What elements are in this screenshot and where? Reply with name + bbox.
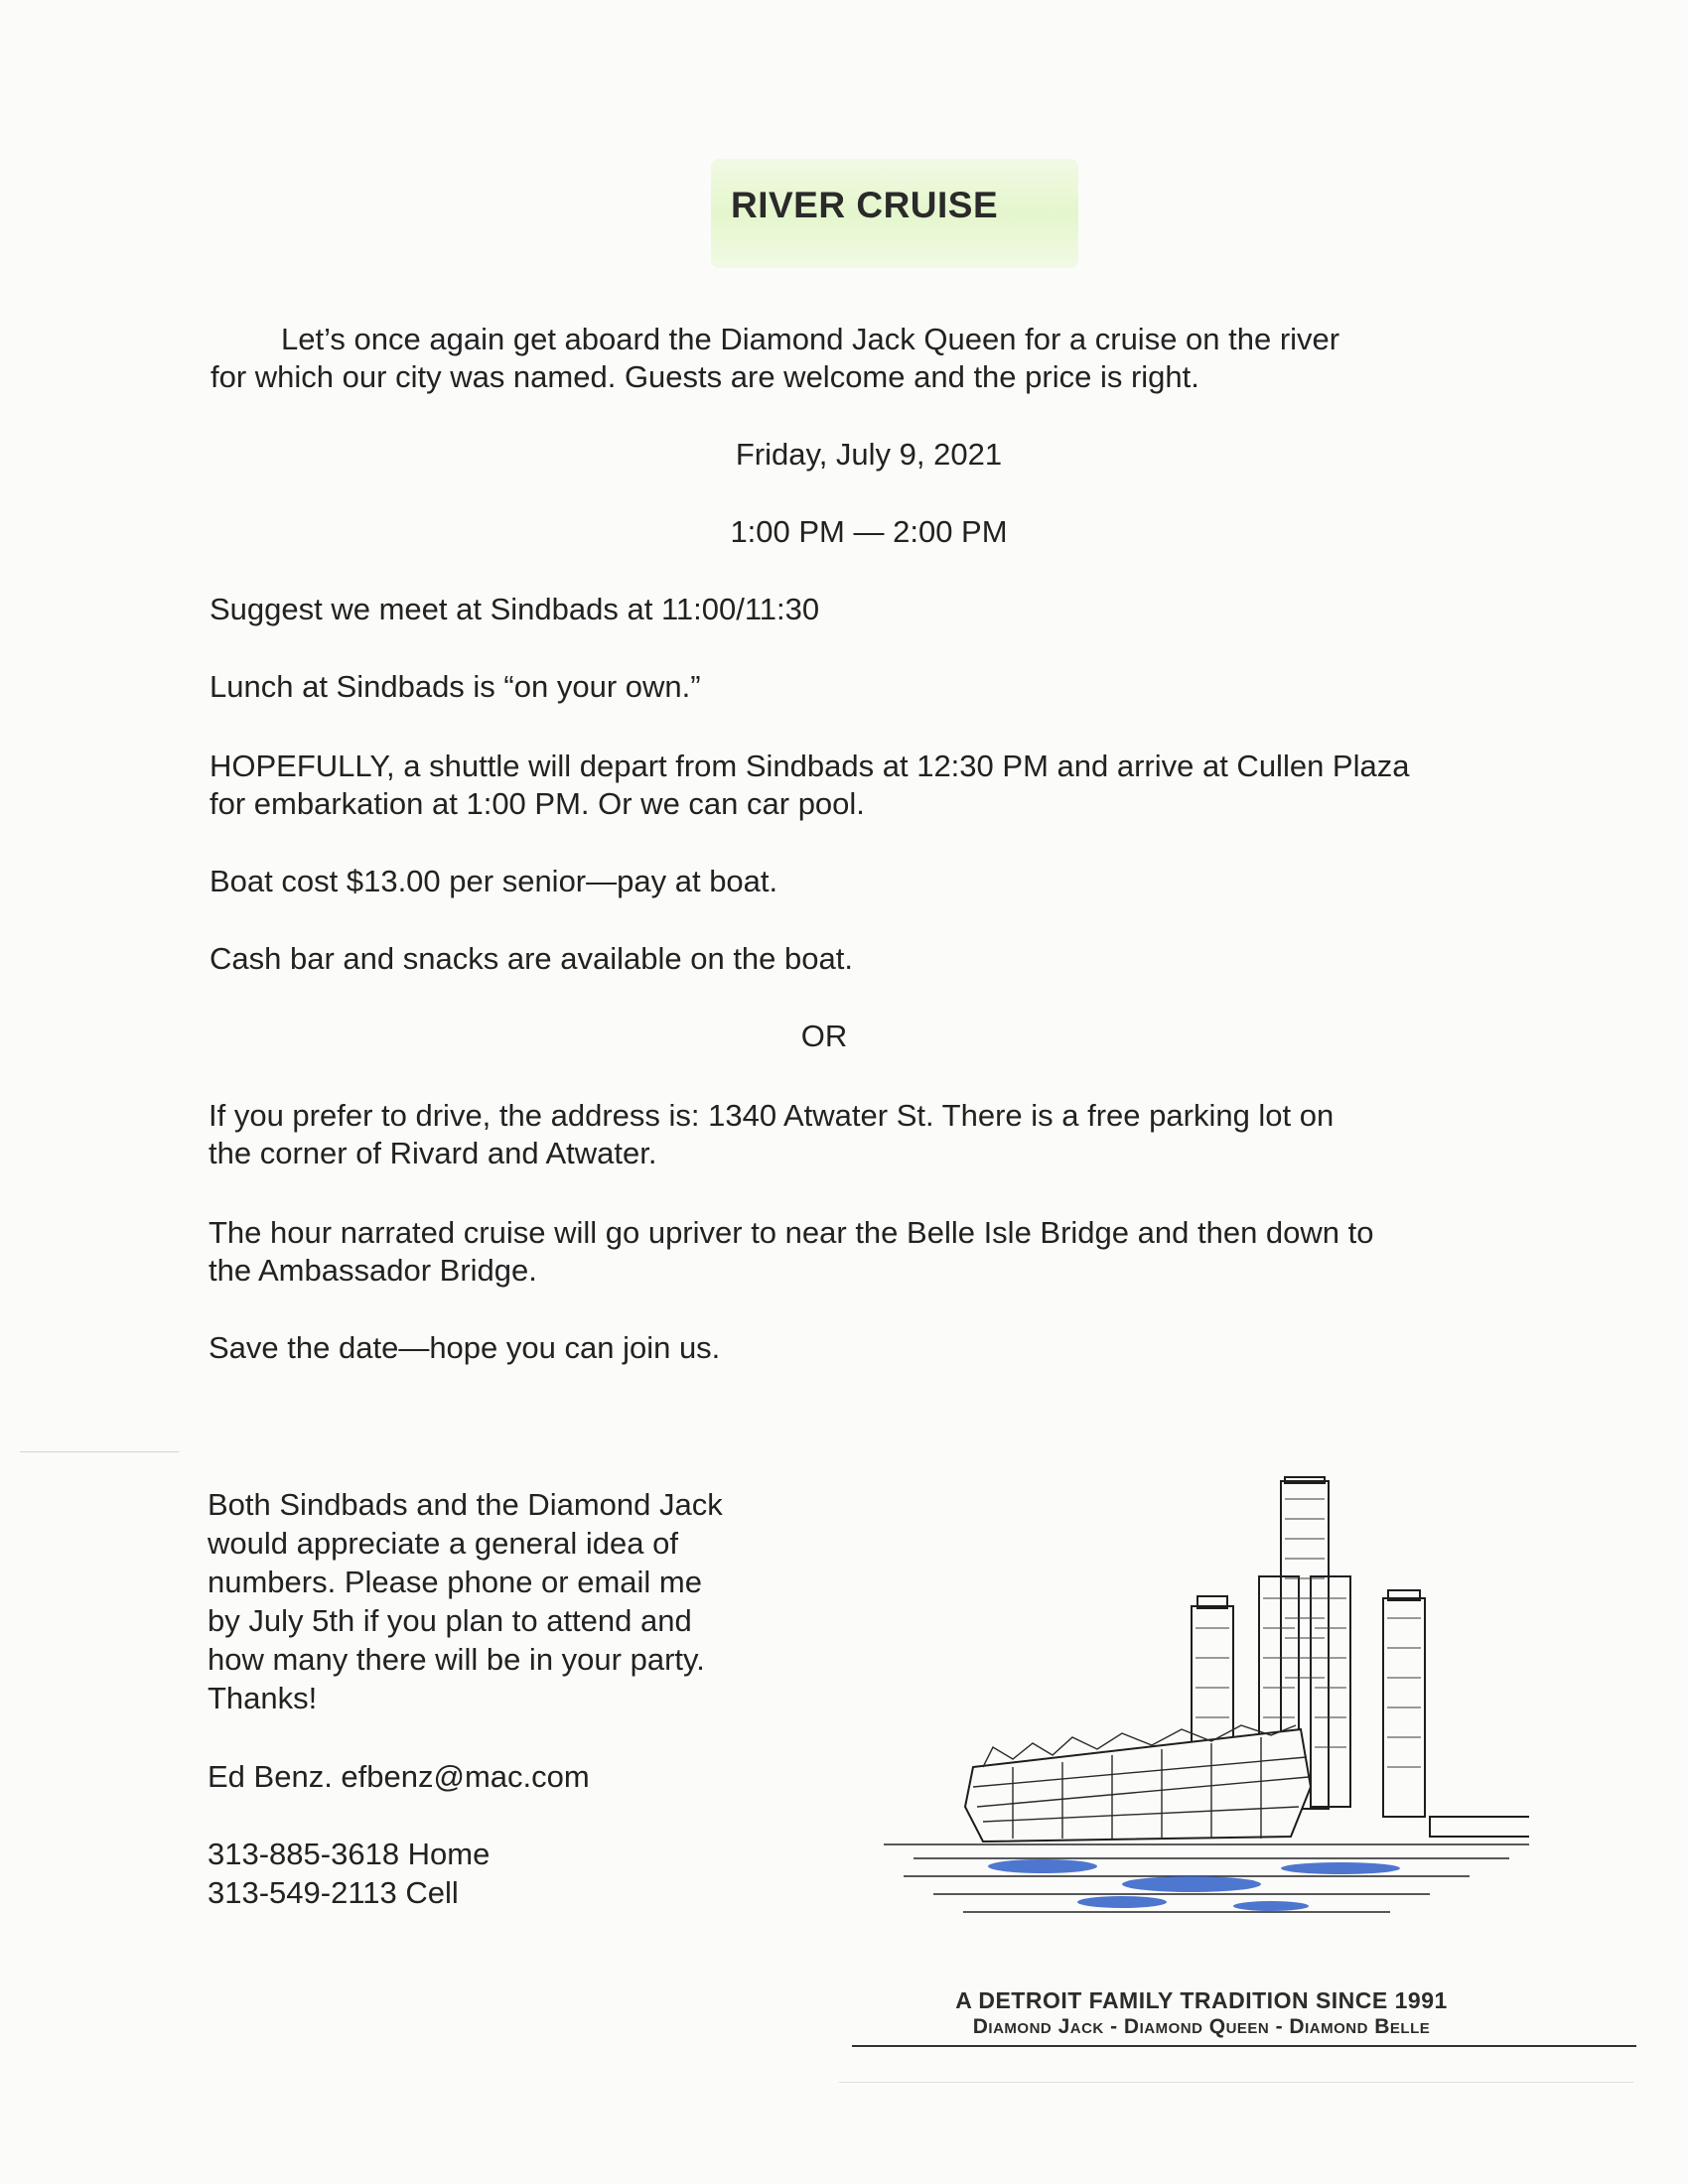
rsvp-line-4: by July 5th if you plan to attend and: [208, 1603, 692, 1638]
shuttle-line-1: HOPEFULLY, a shuttle will depart from Sindbads at 12:30 PM and arrive at Cullen Plaza: [210, 749, 1410, 783]
route-line-1: The hour narrated cruise will go upriver to near the Belle Isle Bridge and then down to: [209, 1215, 1374, 1250]
rsvp-line-5: how many there will be in your party.: [208, 1642, 705, 1677]
intro-line-2: for which our city was named. Guests are welcome and the price is right.: [211, 359, 1199, 394]
drive-line-1: If you prefer to drive, the address is: 1340 Atwater St. There is a free parking lot on: [209, 1098, 1335, 1133]
drive-line-2: the corner of Rivard and Atwater.: [209, 1136, 657, 1170]
page-title: RIVER CRUISE: [731, 185, 999, 225]
boat-cost-text: Boat cost $13.00 per senior—pay at boat.: [210, 864, 778, 898]
phone-home: 313-885-3618 Home: [208, 1837, 491, 1871]
rsvp-line-2: would appreciate a general idea of: [208, 1526, 678, 1561]
rsvp-line-3: numbers. Please phone or email me: [208, 1565, 702, 1599]
logo-caption-line-2: Diamond Jack - Diamond Queen - Diamond Belle: [972, 2015, 1431, 2038]
save-date-text: Save the date—hope you can join us.: [209, 1330, 721, 1365]
scan-artifact: [20, 1451, 179, 1452]
logo-caption-line-1: A DETROIT FAMILY TRADITION SINCE 1991: [955, 1987, 1448, 2013]
event-date: Friday, July 9, 2021: [735, 437, 1003, 472]
or-divider-text: OR: [800, 1019, 848, 1053]
rsvp-line-1: Both Sindbads and the Diamond Jack: [208, 1487, 723, 1522]
cash-bar-text: Cash bar and snacks are available on the boat.: [210, 941, 853, 976]
contact-name-email: Ed Benz. efbenz@mac.com: [208, 1759, 590, 1794]
lunch-text: Lunch at Sindbads is “on your own.”: [210, 669, 701, 704]
title-block: [711, 159, 1078, 268]
shuttle-line-2: for embarkation at 1:00 PM. Or we can car pool.: [210, 786, 865, 821]
rsvp-line-6: Thanks!: [208, 1681, 318, 1715]
riverboat-skyline-logo: [874, 1469, 1529, 1985]
logo-underline: [852, 2045, 1636, 2047]
scan-artifact: [839, 2082, 1633, 2083]
route-line-2: the Ambassador Bridge.: [209, 1253, 537, 1288]
phone-cell: 313-549-2113 Cell: [208, 1875, 459, 1910]
meet-text: Suggest we meet at Sindbads at 11:00/11:30: [210, 592, 820, 626]
intro-line-1: Let’s once again get aboard the Diamond Jack Queen for a cruise on the river: [281, 322, 1340, 356]
event-time: 1:00 PM — 2:00 PM: [730, 514, 1008, 549]
